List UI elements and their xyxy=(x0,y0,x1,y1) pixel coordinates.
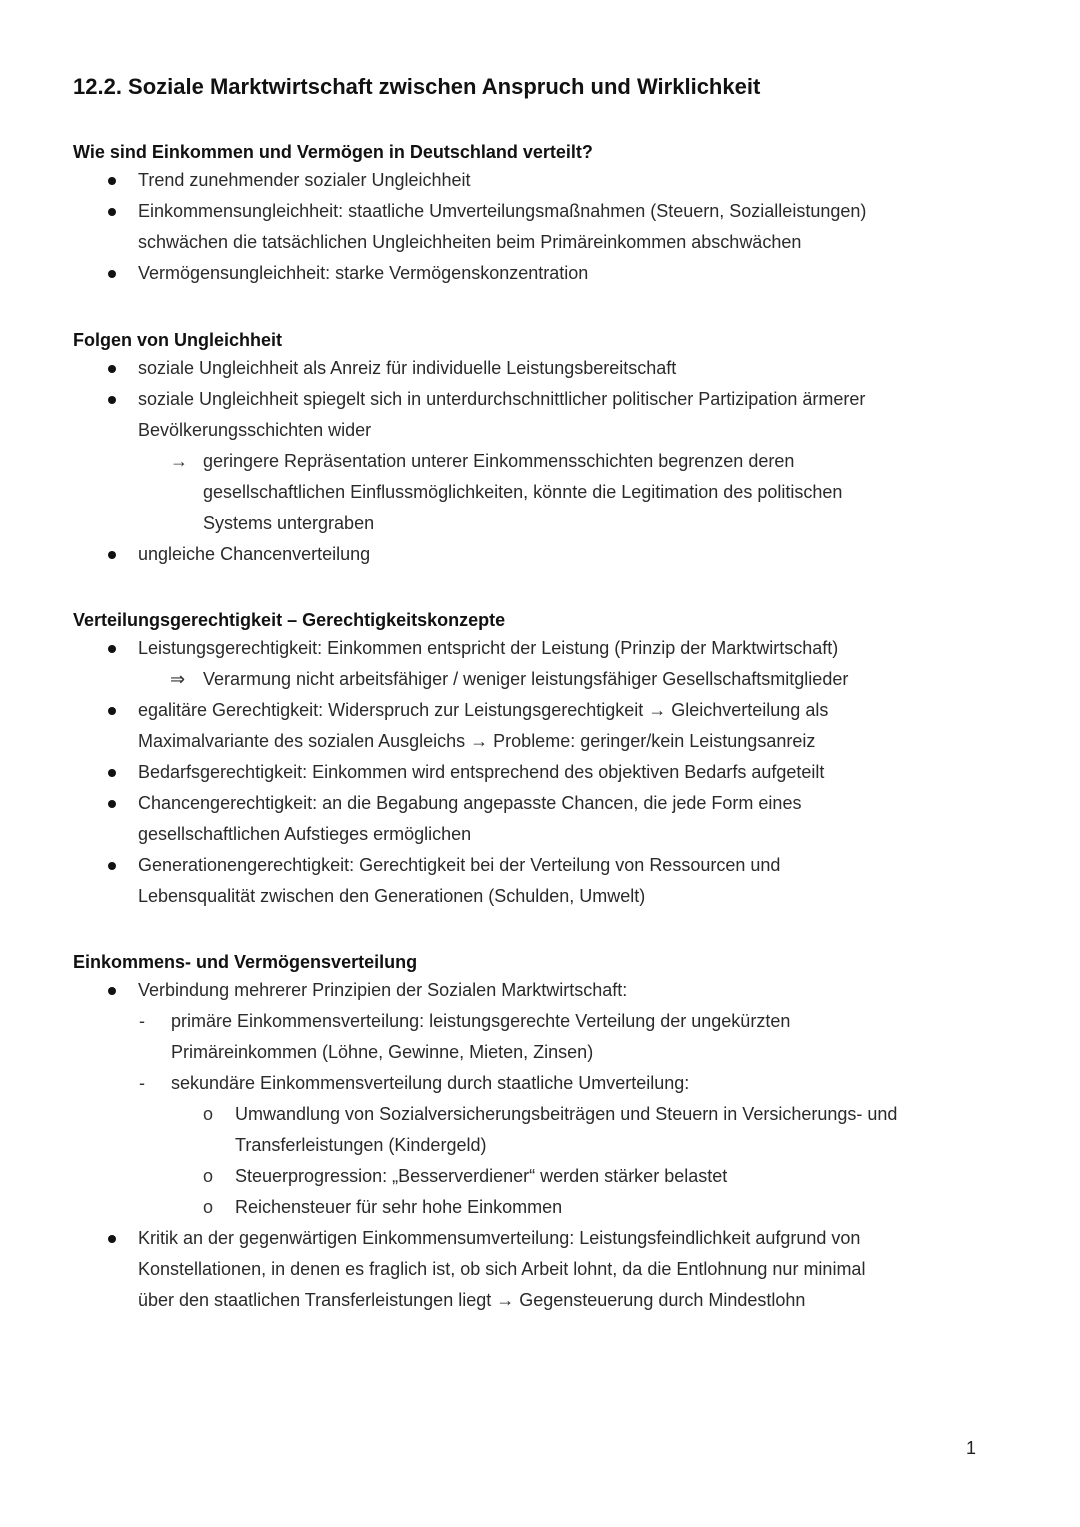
implies-arrow-icon: ⇒ xyxy=(170,669,186,689)
section-heading: Wie sind Einkommen und Vermögen in Deutschland verteilt? xyxy=(73,142,593,162)
list-item: Verbindung mehrerer Prinzipien der Sozialen Marktwirtschaft: xyxy=(73,975,973,1006)
list-item-continuation: Maximalvariante des sozialen Ausgleichs → Probleme: geringer/kein Leistungsanreiz xyxy=(138,731,816,751)
circle-marker-icon: o xyxy=(203,1166,214,1186)
list-item-continuation: Konstellationen, in denen es fraglich ist, ob sich Arbeit lohnt, da die Entlohnung nur minimal xyxy=(138,1259,866,1279)
sub-item-text: geringere Repräsentation unterer Einkommensschichten begrenzen deren xyxy=(203,451,795,471)
section-heading: Einkommens- und Vermögensverteilung xyxy=(73,952,418,972)
circle-item xyxy=(73,1192,973,1223)
list-item: soziale Ungleichheit als Anreiz für individuelle Leistungsbereitschaft xyxy=(73,353,973,384)
sub-item xyxy=(73,664,973,695)
list-item: Leistungsgerechtigkeit: Einkommen entspricht der Leistung (Prinzip der Marktwirtschaft) xyxy=(73,633,973,664)
dash-item-text: primäre Einkommensverteilung: leistungsgerechte Verteilung der ungekürzten xyxy=(171,1011,791,1031)
list-item-continuation: gesellschaftlichen Aufstieges ermöglichen xyxy=(138,824,472,844)
circle-item xyxy=(73,1161,973,1192)
list-item-continuation: schwächen die tatsächlichen Ungleichheiten beim Primäreinkommen abschwächen xyxy=(138,232,802,252)
dash-marker-icon: - xyxy=(139,1011,145,1031)
list-item: Einkommensungleichheit: staatliche Umverteilungsmaßnahmen (Steuern, Sozialleistungen) xyxy=(73,196,973,227)
dash-item-text: sekundäre Einkommensverteilung durch staatliche Umverteilung: xyxy=(171,1073,690,1093)
page-number: 1 xyxy=(965,1438,976,1458)
section-justice-concepts xyxy=(73,607,973,912)
circle-marker-icon: o xyxy=(203,1197,214,1217)
list-item: soziale Ungleichheit spiegelt sich in unterdurchschnittlicher politischer Partizipation ärmerer xyxy=(73,384,973,415)
circle-item-text: Steuerprogression: „Besserverdiener“ werden stärker belastet xyxy=(235,1166,728,1186)
sub-item-text: Verarmung nicht arbeitsfähiger / weniger leistungsfähiger Gesellschaftsmitglieder xyxy=(203,669,849,689)
page-title: 12.2. Soziale Marktwirtschaft zwischen Anspruch und Wirklichkeit xyxy=(73,74,761,99)
list-item: Vermögensungleichheit: starke Vermögenskonzentration xyxy=(73,258,973,289)
dash-item-continuation: Primäreinkommen (Löhne, Gewinne, Mieten, Zinsen) xyxy=(171,1042,594,1062)
list-item: Generationengerechtigkeit: Gerechtigkeit bei der Verteilung von Ressourcen und xyxy=(73,850,973,881)
list-item: egalitäre Gerechtigkeit: Widerspruch zur Leistungsgerechtigkeit → Gleichverteilung als xyxy=(73,695,973,726)
dash-item xyxy=(73,1068,973,1099)
arrow-right-icon: → xyxy=(170,451,188,471)
list-item: Kritik an der gegenwärtigen Einkommensumverteilung: Leistungsfeindlichkeit aufgrund von xyxy=(73,1223,973,1254)
dash-marker-icon: - xyxy=(139,1073,145,1093)
section-distribution xyxy=(73,139,973,289)
section-heading: Folgen von Ungleichheit xyxy=(73,330,283,350)
sub-item-continuation: gesellschaftlichen Einflussmöglichkeiten, könnte die Legitimation des politischen xyxy=(203,482,843,502)
sub-item xyxy=(73,446,973,477)
circle-marker-icon: o xyxy=(203,1104,214,1124)
circle-item xyxy=(73,1099,973,1130)
list-item: Bedarfsgerechtigkeit: Einkommen wird entsprechend des objektiven Bedarfs aufgeteilt xyxy=(73,757,973,788)
sub-item-continuation: Systems untergraben xyxy=(203,513,375,533)
list-item: Chancengerechtigkeit: an die Begabung angepasste Chancen, die jede Form eines xyxy=(73,788,973,819)
circle-item-continuation: Transferleistungen (Kindergeld) xyxy=(235,1135,487,1155)
list-item-continuation: Bevölkerungsschichten wider xyxy=(138,420,372,440)
list-item: Trend zunehmender sozialer Ungleichheit xyxy=(73,165,973,196)
circle-item-text: Reichensteuer für sehr hohe Einkommen xyxy=(235,1197,563,1217)
dash-item xyxy=(73,1006,973,1037)
section-heading: Verteilungsgerechtigkeit – Gerechtigkeitskonzepte xyxy=(73,610,506,630)
section-income-wealth-distribution xyxy=(73,949,973,1316)
list-item-continuation: Lebensqualität zwischen den Generationen (Schulden, Umwelt) xyxy=(138,886,646,906)
section-consequences xyxy=(73,327,973,570)
circle-item-text: Umwandlung von Sozialversicherungsbeiträgen und Steuern in Versicherungs- und xyxy=(235,1104,898,1124)
list-item-continuation: über den staatlichen Transferleistungen liegt → Gegensteuerung durch Mindestlohn xyxy=(138,1290,806,1310)
list-item: ungleiche Chancenverteilung xyxy=(73,539,973,570)
